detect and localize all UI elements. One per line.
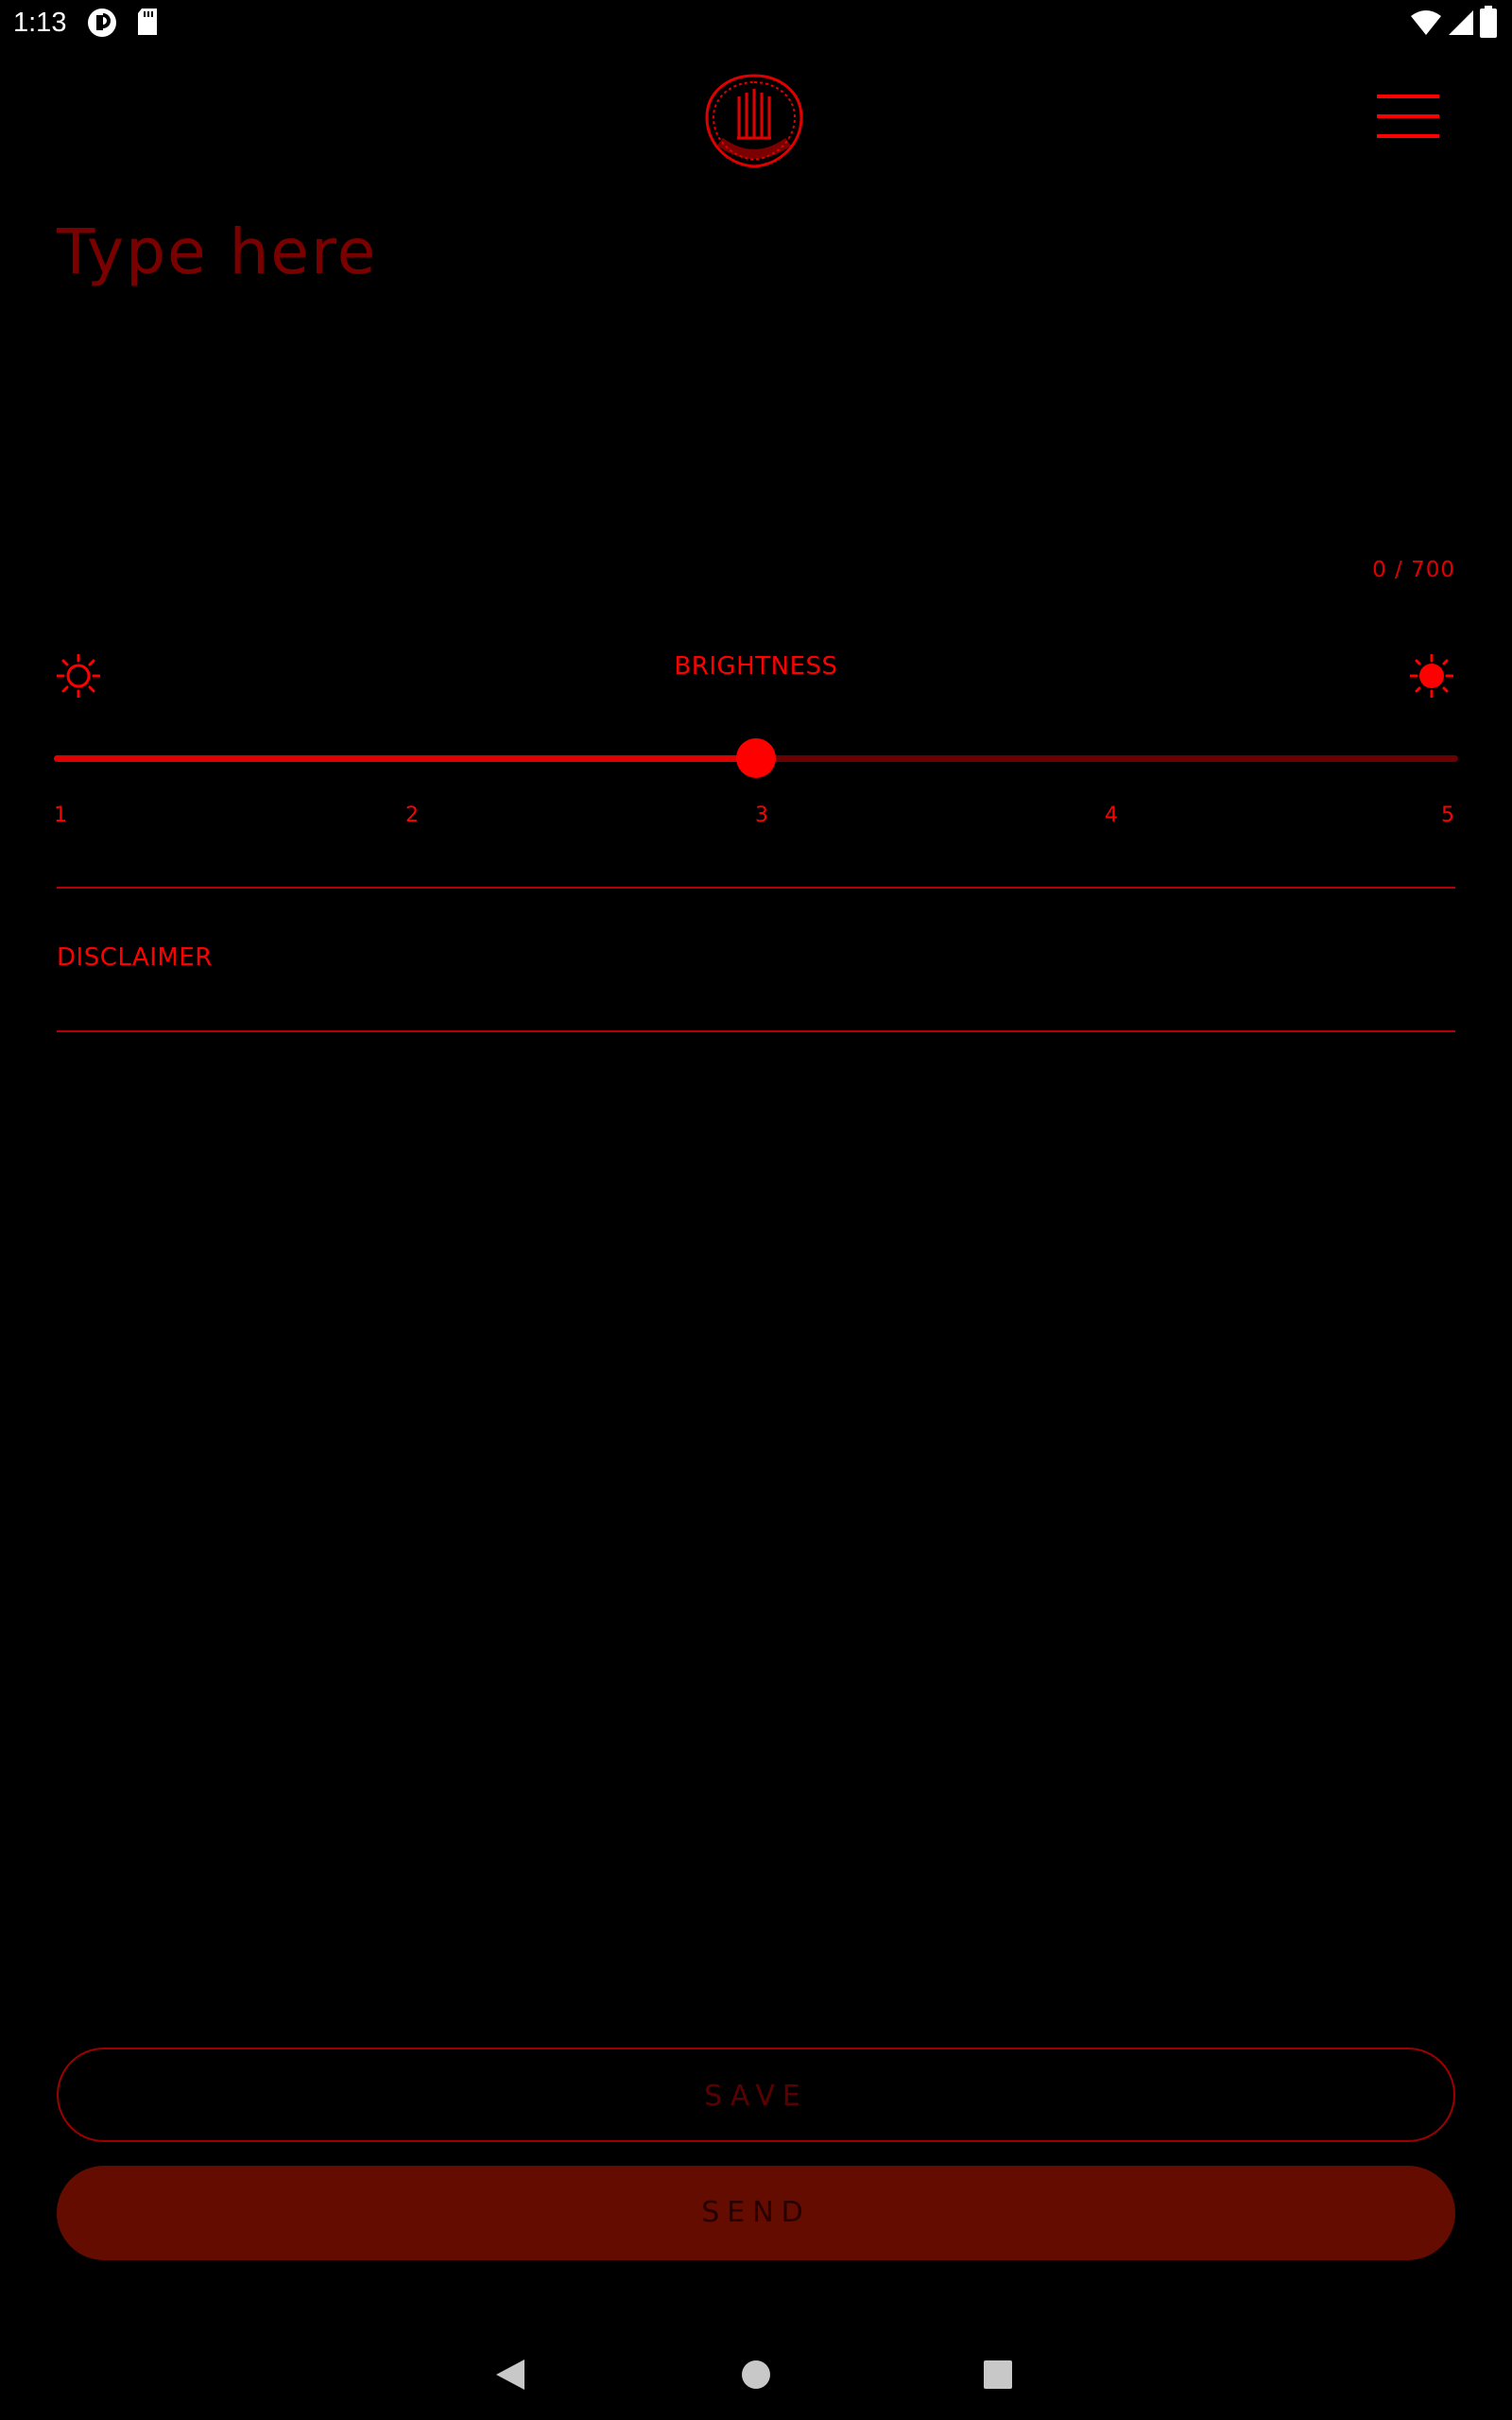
slider-thumb[interactable] bbox=[736, 738, 776, 778]
pocket-casts-icon bbox=[87, 8, 117, 38]
divider-top bbox=[57, 887, 1455, 889]
save-button[interactable]: SAVE bbox=[57, 2048, 1455, 2142]
brightness-title: BRIGHTNESS bbox=[674, 652, 838, 681]
tick-label-3: 3 bbox=[755, 804, 768, 827]
signal-icon bbox=[1448, 9, 1474, 36]
back-triangle-icon[interactable] bbox=[493, 2358, 527, 2392]
status-time: 1:13 bbox=[13, 8, 67, 38]
battery-icon bbox=[1480, 6, 1497, 38]
recents-square-icon[interactable] bbox=[983, 2360, 1013, 2390]
tick-label-4: 4 bbox=[1105, 804, 1118, 827]
tick-label-2: 2 bbox=[405, 804, 419, 827]
status-bar bbox=[0, 0, 1512, 45]
sun-outline-icon bbox=[57, 654, 100, 698]
home-circle-icon[interactable] bbox=[741, 2360, 771, 2390]
send-button[interactable]: SEND bbox=[57, 2166, 1455, 2260]
wifi-icon bbox=[1410, 9, 1442, 36]
tick-label-1: 1 bbox=[54, 804, 67, 827]
character-counter: 0 / 700 bbox=[1372, 558, 1455, 582]
slider-fill bbox=[54, 755, 756, 762]
sd-card-icon bbox=[136, 8, 159, 36]
sun-filled-icon bbox=[1410, 654, 1453, 698]
brightness-slider[interactable] bbox=[54, 734, 1458, 783]
menu-line-bottom bbox=[1377, 134, 1439, 138]
divider-bottom bbox=[57, 1030, 1455, 1032]
message-input[interactable] bbox=[57, 216, 1455, 537]
menu-line-middle bbox=[1377, 114, 1439, 118]
moncler-logo bbox=[699, 72, 809, 170]
tick-label-5: 5 bbox=[1441, 804, 1454, 827]
hamburger-menu-icon bbox=[1377, 95, 1439, 98]
disclaimer-link[interactable]: DISCLAIMER bbox=[57, 943, 213, 972]
menu-button[interactable] bbox=[1372, 89, 1440, 144]
